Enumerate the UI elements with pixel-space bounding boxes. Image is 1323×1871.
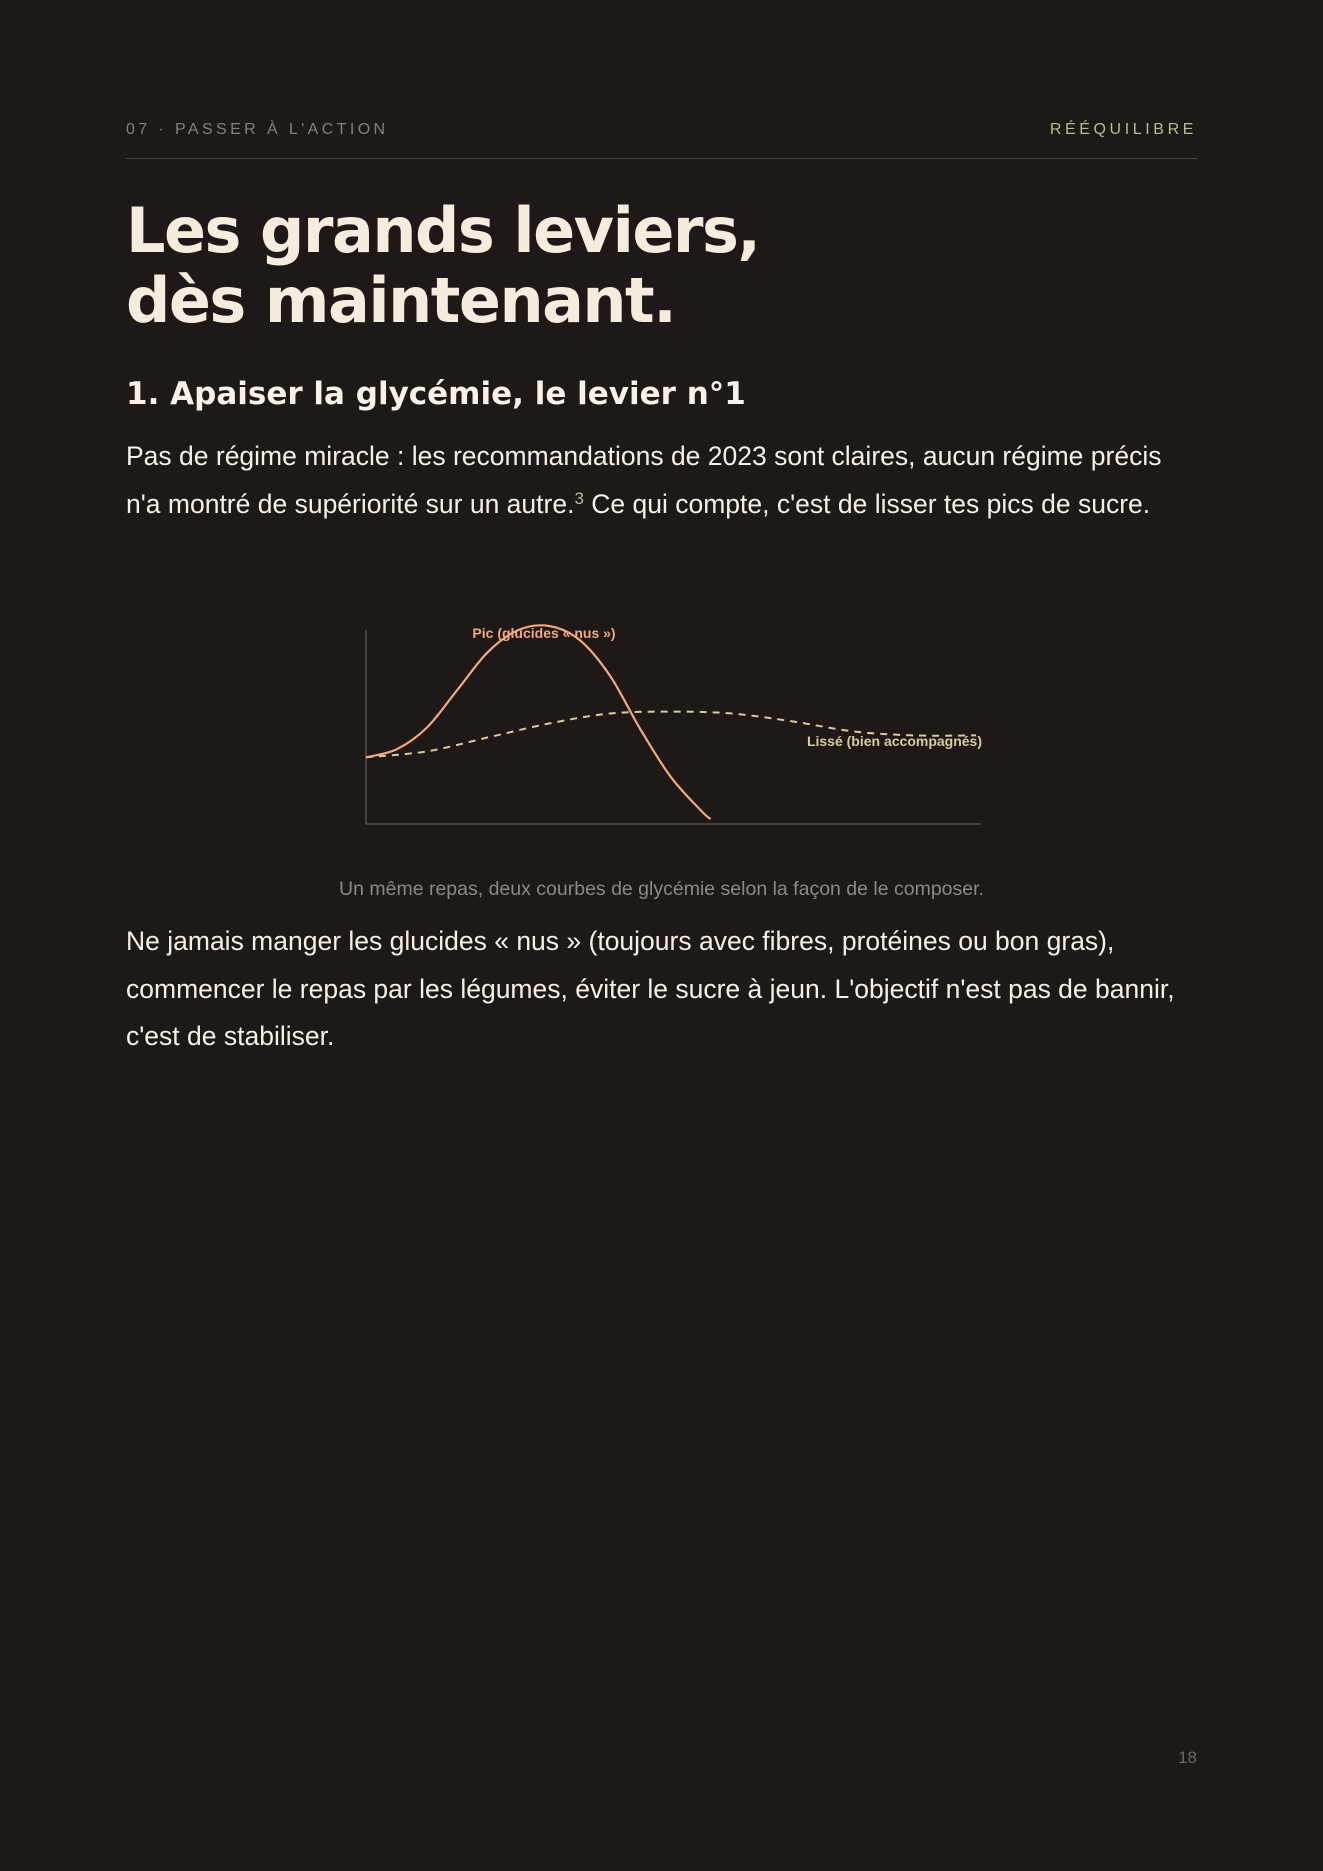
page-title-line-2: dès maintenant. [126, 264, 676, 337]
brand-name: RÉÉQUILIBRE [1049, 121, 1197, 138]
peak-curve-line [366, 625, 711, 819]
glycemia-chart [364, 612, 996, 832]
page-title [126, 196, 759, 336]
page-title-line-1: Les grands leviers, [126, 194, 760, 267]
chart-caption: Un même repas, deux courbes de glycémie selon la façon de le composer. [339, 878, 984, 900]
intro-text-part-2: Ce qui compte, c'est de lisser tes pics de sucre. [583, 488, 1151, 519]
intro-paragraph [126, 433, 1197, 528]
footnote-reference[interactable]: 3 [574, 488, 584, 508]
page-header [126, 118, 1197, 159]
smooth-curve-label: Lissé (bien accompagnés) [806, 733, 982, 749]
advice-paragraph: Ne jamais manger les glucides « nus » (toujours avec fibres, protéines ou bon gras), commencer le repas par les légumes, éviter le sucre à jeun. L'objectif n'est pas de bannir, c'est de stabiliser. [126, 926, 1175, 1051]
section-label: 07 · PASSER À L'ACTION [126, 121, 389, 138]
page [126, 0, 1197, 1871]
section-heading: 1. Apaiser la glycémie, le levier n°1 [126, 376, 746, 412]
peak-curve-label: Pic (glucides « nus ») [472, 625, 616, 641]
page-number: 18 [1178, 1748, 1197, 1767]
intro-text-part-1: Pas de régime miracle : les recommandations de 2023 sont claires, aucun régime précis n'a montré de supériorité sur un autre. [126, 441, 1162, 519]
